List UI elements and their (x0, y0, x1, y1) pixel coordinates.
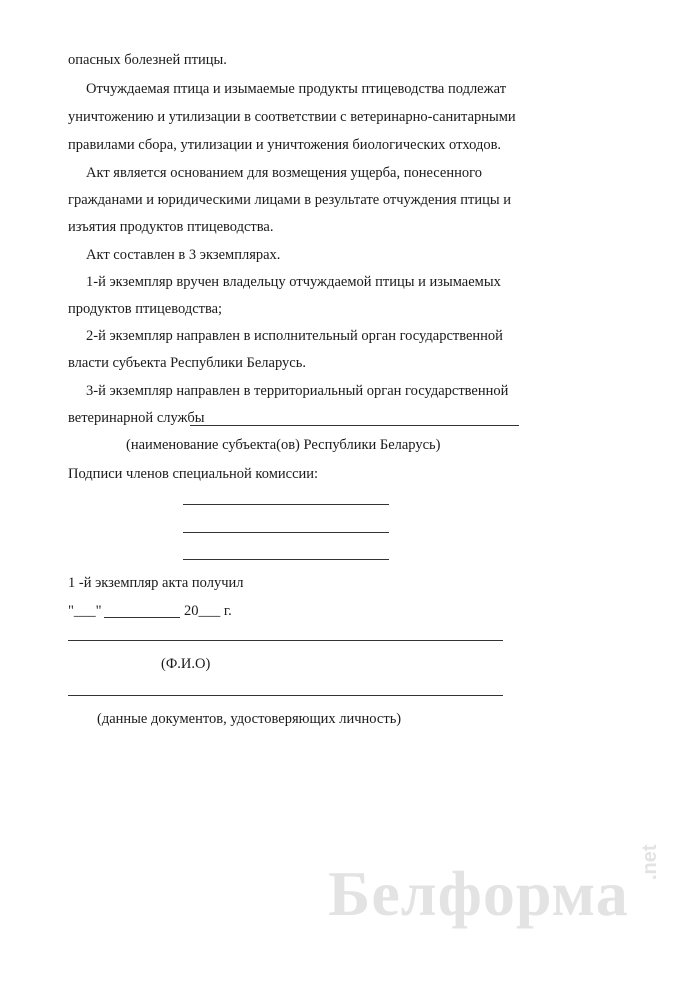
id-documents-line (68, 695, 503, 696)
signature-line (183, 504, 389, 505)
text-line: 2-й экземпляр направлен в исполнительный орган государственной (86, 328, 503, 344)
text-line: гражданами и юридическими лицами в результате отчуждения птицы и (68, 192, 512, 208)
text-line: ветеринарной службы (68, 410, 205, 426)
date-day: "___" (68, 603, 102, 619)
text-line: опасных болезней птицы. (68, 52, 227, 68)
text-line: 3-й экземпляр направлен в территориальный орган государственной (86, 383, 509, 399)
signatures-heading: Подписи членов специальной комиссии: (68, 466, 319, 482)
text-line: правилами сбора, утилизации и уничтожения биологических отходов. (68, 137, 502, 153)
text-line: уничтожению и утилизации в соответствии с ветеринарно-санитарными (68, 109, 516, 125)
date-month-blank (104, 617, 180, 618)
fio-caption: (Ф.И.О) (161, 656, 211, 672)
text-line: Акт составлен в 3 экземплярах. (86, 247, 281, 263)
signature-line (183, 532, 389, 533)
watermark-logo: Белформа (328, 858, 629, 929)
signature-line (183, 559, 389, 560)
copy-received-label: 1 -й экземпляр акта получил (68, 575, 244, 591)
id-documents-caption: (данные документов, удостоверяющих личность) (97, 711, 402, 727)
text-line: власти субъекта Республики Беларусь. (68, 355, 306, 371)
text-line: изъятия продуктов птицеводства. (68, 219, 274, 235)
fio-line (68, 640, 503, 641)
watermark-domain: .net (639, 844, 661, 880)
text-line: продуктов птицеводства; (68, 301, 223, 317)
text-line: 1-й экземпляр вручен владельцу отчуждаемой птицы и изымаемых (86, 274, 501, 290)
date-year: 20___ г. (184, 603, 232, 619)
caption-subject-name: (наименование субъекта(ов) Республики Беларусь) (126, 437, 441, 453)
text-line: Отчуждаемая птица и изымаемые продукты птицеводства подлежат (86, 81, 507, 97)
service-name-blank (190, 425, 519, 426)
text-line: Акт является основанием для возмещения ущерба, понесенного (86, 165, 482, 181)
